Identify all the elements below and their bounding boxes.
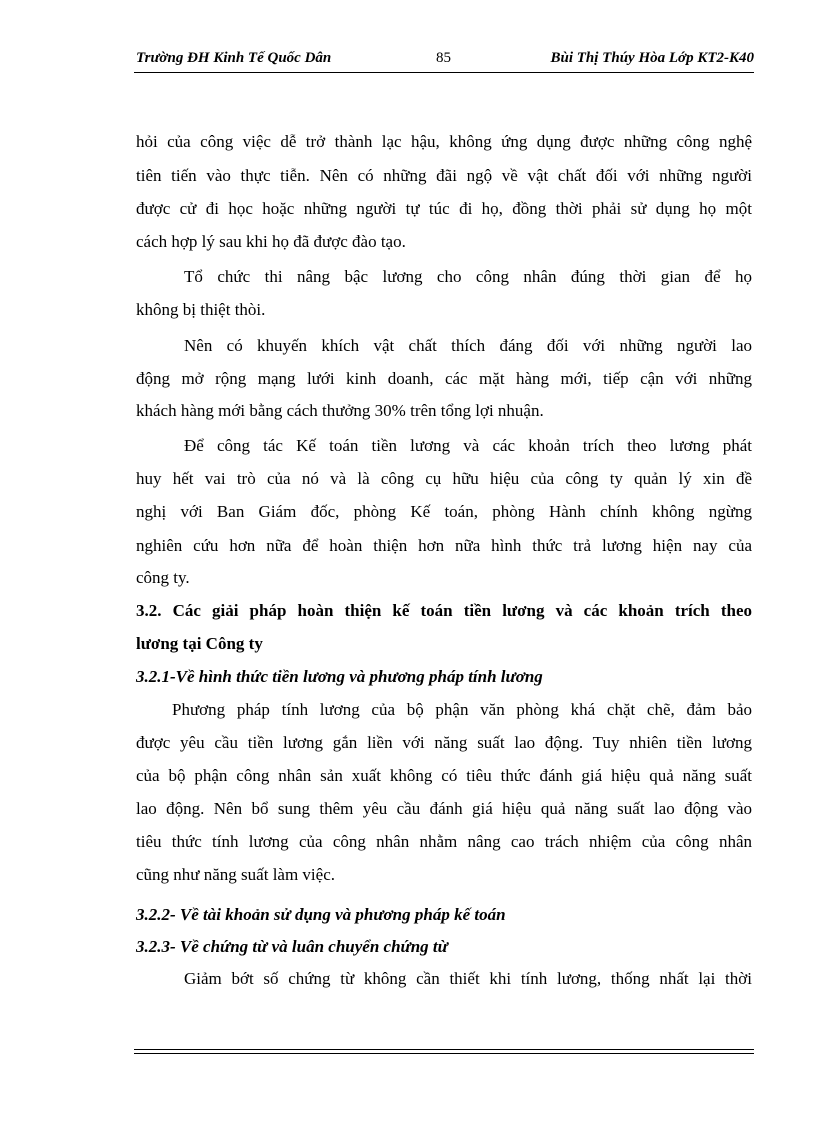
subsection-heading: 3.2.1-Về hình thức tiền lương và phương pháp tính lương [136, 667, 543, 686]
body-line: của bộ phận công nhân sản xuất không có tiêu thức đánh giá hiệu quả năng suất [136, 766, 752, 785]
body-line: Phương pháp tính lương của bộ phận văn phòng khá chặt chẽ, đảm bảo [172, 700, 752, 719]
header-author: Bùi Thị Thúy Hòa Lớp KT2-K40 [550, 50, 754, 66]
footer-divider [134, 1049, 754, 1050]
body-line: tiên tiến vào thực tiễn. Nên có những đãi ngộ về vật chất đối với những người [136, 166, 752, 185]
body-line: Giảm bớt số chứng từ không cần thiết khi tính lương, thống nhất lại thời [184, 969, 752, 988]
body-line: không bị thiệt thòi. [136, 300, 266, 319]
header-school: Trường ĐH Kinh Tế Quốc Dân [136, 50, 332, 66]
body-line: nghiên cứu hơn nữa để hoàn thiện hơn nữa hình thức trả lương hiện nay của [136, 536, 752, 555]
body-line: cũng như năng suất làm việc. [136, 865, 335, 884]
body-line: công ty. [136, 568, 190, 587]
body-line: huy hết vai trò của nó và là công cụ hữu hiệu của công ty quản lý xin đề [136, 469, 752, 488]
body-line: được cử đi học hoặc những người tự túc đi họ, đồng thời phải sử dụng họ một [136, 199, 752, 218]
body-line: lao động. Nên bổ sung thêm yêu cầu đánh giá hiệu quả năng suất lao động vào [136, 799, 752, 818]
body-line: cách hợp lý sau khi họ đã được đào tạo. [136, 232, 406, 251]
header-page-number: 85 [436, 50, 451, 66]
section-heading-line: lương tại Công ty [136, 634, 263, 653]
body-line: Tổ chức thi nâng bậc lương cho công nhân đúng thời gian để họ [184, 267, 752, 286]
body-line: hỏi của công việc dễ trở thành lạc hậu, không ứng dụng được những công nghệ [136, 132, 752, 151]
body-line: khách hàng mới bằng cách thưởng 30% trên tổng lợi nhuận. [136, 401, 544, 420]
footer-divider [134, 1053, 754, 1054]
body-line: Để công tác Kế toán tiền lương và các khoản trích theo lương phát [184, 436, 752, 455]
subsection-heading: 3.2.3- Về chứng từ và luân chuyển chứng từ [136, 937, 448, 956]
body-line: được yêu cầu tiền lương gắn liền với năng suất lao động. Tuy nhiên tiền lương [136, 733, 752, 752]
section-heading-line: 3.2. Các giải pháp hoàn thiện kế toán tiền lương và các khoản trích theo [136, 601, 752, 620]
body-line: động mở rộng mạng lưới kinh doanh, các mặt hàng mới, tiếp cận với những [136, 369, 752, 388]
body-line: Nên có khuyến khích vật chất thích đáng đối với những người lao [184, 336, 752, 355]
page-header [134, 48, 754, 70]
subsection-heading: 3.2.2- Về tài khoản sử dụng và phương pháp kế toán [136, 905, 506, 924]
body-line: nghị với Ban Giám đốc, phòng Kế toán, phòng Hành chính không ngừng [136, 502, 752, 521]
header-divider [134, 72, 754, 73]
body-line: tiêu thức tính lương của công nhân nhằm nâng cao trách nhiệm của công nhân [136, 832, 752, 851]
